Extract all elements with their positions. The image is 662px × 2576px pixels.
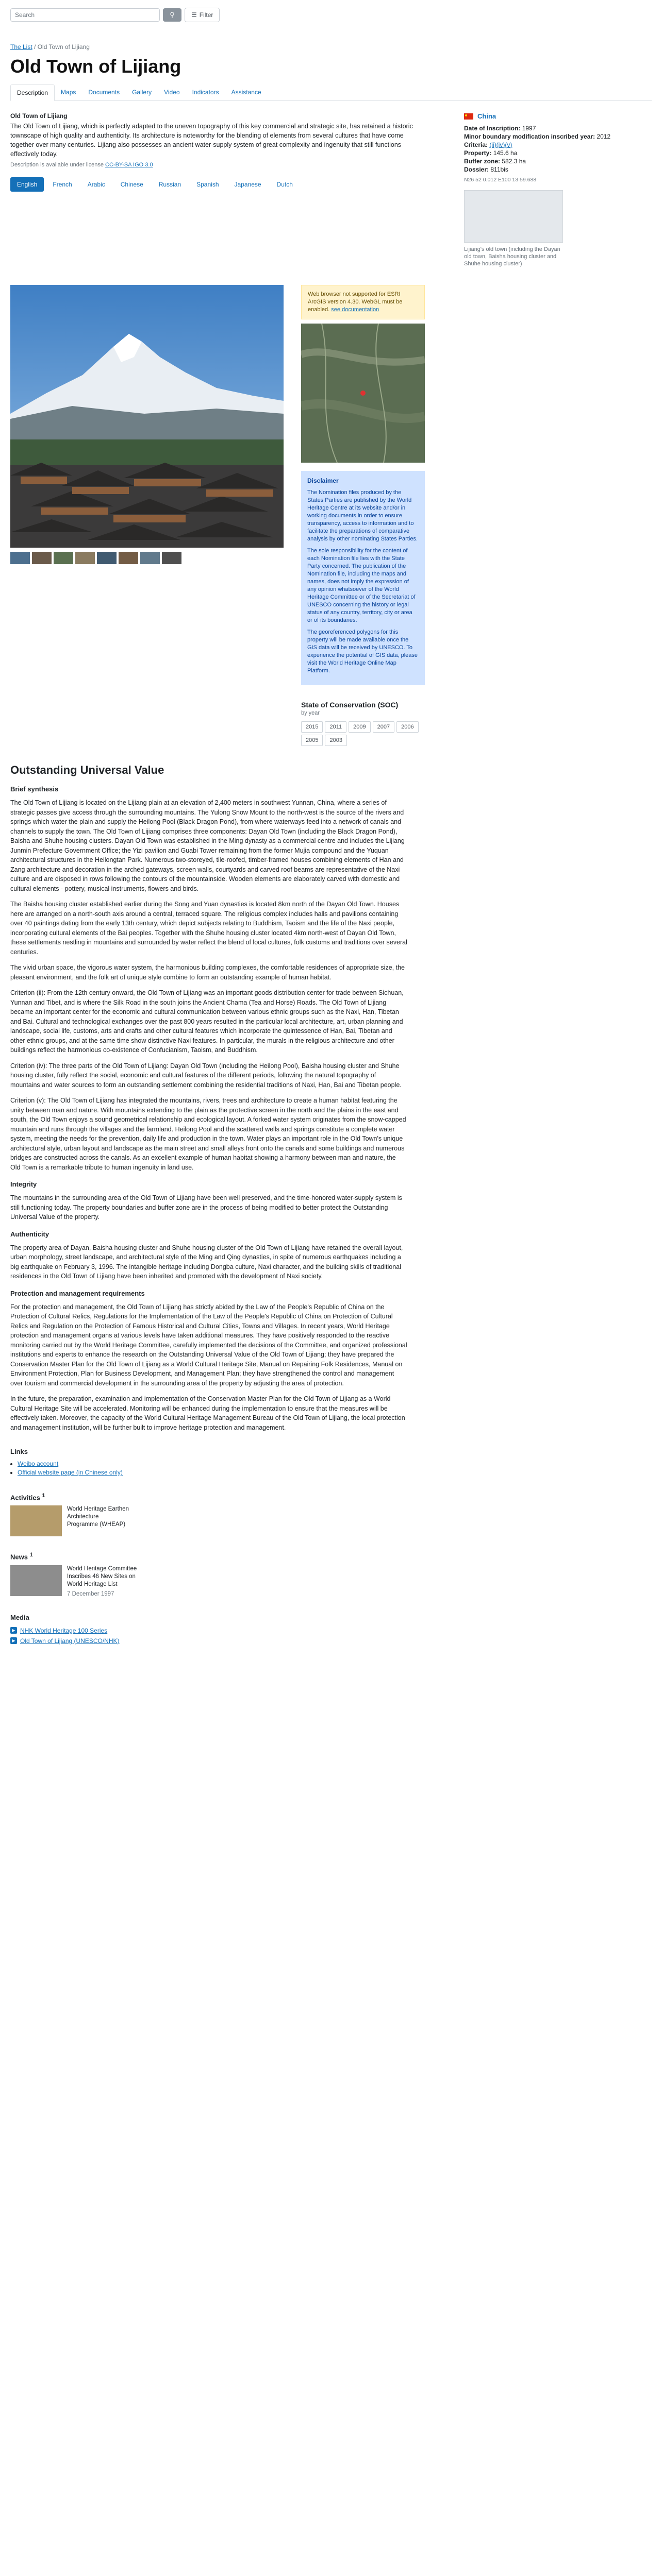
notice-link[interactable]: see documentation: [331, 307, 379, 313]
soc-subtitle: by year: [301, 710, 320, 716]
protection-text: In the future, the preparation, examination and implementation of the Conservation Master Plan for the Old Town of Lijiang as a World Cultural Heritage Site will be accelerated. Monitoring will be enhanced during the implementation to ensure that the measures will be effectively taken. Moreover, the capacity of the World Cultural Heritage Management Bureau of the Old Town of Lijiang, the local protection and management institution, will be further built to improve heritage protection and management.: [10, 1395, 405, 1431]
intro-heading: Old Town of Lijiang: [10, 112, 68, 120]
news-date: 7 December 1997: [67, 1590, 114, 1597]
play-icon: ▶: [10, 1637, 17, 1644]
integrity-title: Integrity: [10, 1180, 37, 1188]
tab-gallery[interactable]: Gallery: [132, 89, 152, 96]
breadcrumb-separator: /: [34, 43, 36, 50]
disclaimer-paragraph: The sole responsibility for the content of each Nomination file lies with the State Party concerned. The publication of the Nomination file, including the maps and names, does not imply the expression of any opinion whatsoever of the World Heritage Committee or of the Secretariat of UNESCO concerning the history or legal status of any country, territory, city or area or of its boundaries.: [307, 548, 416, 623]
ouv-paragraph: The vivid urban space, the vigorous water system, the harmonious building complexes, the comfortable residences of appropriate size, the pleasant environment, and the folk art of unique style combine to form an outstanding example of human habitat.: [10, 964, 405, 981]
lang-dutch[interactable]: Dutch: [276, 181, 293, 188]
old-town-lijiang-photo: [10, 285, 284, 548]
thumbnail[interactable]: [97, 552, 117, 564]
fact-dossier: Dossier: 811bis: [464, 166, 508, 173]
fact-property: Property: 145.6 ha: [464, 149, 518, 157]
tab-indicators[interactable]: Indicators: [192, 89, 219, 96]
links-list: [10, 1460, 652, 1477]
thumbnail-strip: [10, 552, 284, 564]
property-map[interactable]: [301, 324, 425, 463]
criterion-iv: Criterion (iv): The three parts of the Old Town of Lijiang: Dayan Old Town (including the Heilong Pool), Baisha housing cluster and Shuhe housing cluster, fully reflect the social, economic and cultural features of the different periods, following the natural topography of mountains and water sources to form an outstanding settlement combining the residential traditions of Naxi, Han, Bai and Tibetan people.: [10, 1062, 402, 1089]
news-headline: World Heritage Committee Inscribes 46 New Sites on World Heritage List: [67, 1565, 137, 1587]
integrity-text: The mountains in the surrounding area of the Old Town of Lijiang have been well preserved, and the time-honored water-supply system is still functioning today. The property boundaries and buffer zone are in the process of being modified to better protect the Outstanding Universal Value of the property.: [10, 1194, 402, 1221]
news-item[interactable]: [10, 1565, 652, 1598]
china-flag-icon: [464, 113, 473, 120]
news-count: 1: [29, 1552, 33, 1558]
media-title: Media: [10, 1613, 29, 1621]
criteria-link[interactable]: (ii)(iv)(v): [489, 141, 512, 148]
main-photo[interactable]: [10, 285, 284, 548]
tab-video[interactable]: Video: [164, 89, 180, 96]
filter-icon: ☰: [191, 11, 197, 19]
intro-text: The Old Town of Lijiang, which is perfectly adapted to the uneven topography of this key commercial and strategic site, has retained a historic townscape of high quality and authenticity. Its architecture is noteworthy for the blending of elements from several cultures that have come together over many centuries. Lijiang also possesses an ancient water-supply system of great complexity and ingenuity that still functions effectively today.: [10, 123, 413, 158]
license-note: [10, 162, 418, 168]
tab-bar: [10, 84, 652, 101]
soc-year[interactable]: 2015: [301, 721, 323, 733]
brief-synthesis-title: Brief synthesis: [10, 785, 59, 793]
thumbnail[interactable]: [119, 552, 138, 564]
disclaimer-paragraph: The Nomination files produced by the States Parties are published by the World Heritage Centre at its website and/or in working documents in order to ensure transparency, access to information and to facilitate the preparations of comparative analysis by other nominating States Parties.: [307, 489, 418, 542]
country-name: China: [477, 112, 496, 120]
lang-english[interactable]: English: [10, 177, 44, 192]
disclaimer-paragraph: The georeferenced polygons for this property will be made available once the GIS data will be received by UNESCO. To experience the potential of GIS data, please visit the World Heritage Online Map Platform.: [307, 629, 418, 674]
thumbnail[interactable]: [32, 552, 52, 564]
breadcrumb: [10, 43, 652, 50]
soc-years: [301, 721, 425, 746]
license-link[interactable]: CC-BY-SA IGO 3.0: [105, 162, 153, 168]
soc-year[interactable]: 2009: [349, 721, 370, 733]
activity-label: World Heritage Earthen Architecture Programme (WHEAP): [67, 1506, 129, 1528]
thumbnail[interactable]: [140, 552, 160, 564]
breadcrumb-item-list[interactable]: The List: [10, 43, 32, 50]
thumbnail[interactable]: [10, 552, 30, 564]
news-image: [10, 1565, 62, 1596]
lang-spanish[interactable]: Spanish: [196, 181, 219, 188]
search-icon: ⚲: [170, 11, 175, 19]
disclaimer-title: Disclaimer: [307, 477, 339, 484]
tab-documents[interactable]: Documents: [88, 89, 120, 96]
links-title: Links: [10, 1448, 28, 1455]
criterion-v: Criterion (v): The Old Town of Lijiang has integrated the mountains, rivers, trees and architecture to create a human habitat featuring the unity between man and nature. With mountains extending to the plain as the protective screen in the north and the plains in the east and south, the Old Town enjoys a sound geometrical relationship and ecological layout. A forked water system originates from the snow-capped mountain and runs through the villages and the farmland. Heilong Pool and the scattered wells and springs constitute a complete water system, meeting the needs for the prevention, daily life and production in the town. Water plays an important role in the Old Town's unique architectural style, urban layout and landscape as the main street and small alleys front onto the canals and some buildings and numerous bridges are constructed across the canals. As an excellent example of human habitat showing a harmony between man and nature, the Old Town is a remarkable tribute to human ingenuity in land use.: [10, 1097, 406, 1171]
media-link[interactable]: Old Town of Lijiang (UNESCO/NHK): [20, 1637, 120, 1645]
tab-maps[interactable]: Maps: [61, 89, 76, 96]
location-thumbnail[interactable]: [464, 190, 563, 243]
authenticity-title: Authenticity: [10, 1230, 49, 1238]
photo-gallery: [10, 285, 284, 746]
lang-russian[interactable]: Russian: [158, 181, 181, 188]
lang-chinese[interactable]: Chinese: [120, 181, 143, 188]
thumbnail[interactable]: [54, 552, 73, 564]
search-button[interactable]: [163, 8, 181, 22]
media-link[interactable]: NHK World Heritage 100 Series: [20, 1626, 108, 1634]
protection-title: Protection and management requirements: [10, 1289, 145, 1297]
lang-arabic[interactable]: Arabic: [87, 181, 105, 188]
lang-french[interactable]: French: [53, 181, 72, 188]
soc-year[interactable]: 2005: [301, 735, 323, 746]
criterion-ii: Criterion (ii): From the 12th century onward, the Old Town of Lijiang was an important goods distribution center for trade between Sichuan, Yunnan and Tibet, and is where the Silk Road in the south joins the Ancient Chama (Tea and Horse) Roads. The Old Town of Lijiang became an important center for the economic and cultural communication between various ethnic groups such as the Naxi, Han, Tibetan and Bai. Cultural and technological exchanges over the past 800 years resulted in the particular local architecture, art, urban planning and landscape, social life, customs, arts and crafts and other cultural features which incorporate the quintessence of Han, Bai, Tibetan and other ethnic groups, and at the same time show distinctive Naxi features. In particular, the murals in the religious architecture and other buildings reflect the harmonious co-existence of Confucianism, Taoism, and Buddhism.: [10, 989, 404, 1054]
ouv-paragraph: The Old Town of Lijiang is located on the Lijiang plain at an elevation of 2,400 meters in southwest Yunnan, China, where a series of strategic passes give access through the surrounding mountains. The Yulong Snow Mount to the north-west is the source of the rivers and springs which water the plain and supply the Heilong Pool (Black Dragon Pond), from where waterways feed into a network of canals and channels to supply the town. The Old Town of Lijiang comprises three components: Dayan Old Town (including the Black Dragon Pond), Baisha and Shuhe housing clusters. Dayan Old Town was established in the Ming dynasty as a commercial centre and includes the Lijiang Junmin Prefecture Government Office; the Yizi pavilion and Guabi Tower remaining from the former Mujia compound and the Yuquan architectural structures in the Heilongtan Park. Numerous two-storeyed, tile-roofed, timber-framed houses combining elements of Han and Zang architecture and decoration in the arched gateways, screen walls, courtyards and carved roof beams are representative of the Naxi culture and are disposed in rows following the contours of the mountainside. Wooden elements are elaborately carved with domestic and cultural elements - pottery, musical instruments, flowers and birds.: [10, 799, 405, 892]
soc-year[interactable]: 2011: [325, 721, 346, 733]
soc-year[interactable]: 2007: [373, 721, 394, 733]
soc-year[interactable]: 2006: [396, 721, 418, 733]
notice-text: Web browser not supported for ESRI ArcGIS version 4.30. WebGL must be enabled.: [308, 291, 403, 313]
ouv-title: Outstanding Universal Value: [10, 764, 164, 776]
license-prefix: Description is available under license: [10, 162, 106, 168]
language-switcher: [10, 177, 418, 192]
location-caption: Lijiang's old town (including the Dayan old town, Baisha housing cluster and Shuhe housing cluster): [464, 246, 560, 267]
ouv-paragraph: The Baisha housing cluster established earlier during the Song and Yuan dynasties is located 8km north of the Dayan Old Town. Houses here are arranged on a north-south axis around a central, terraced square. The religious complex includes halls and pavilions containing over 40 paintings dating from the early 13th century, which depict subjects relating to Buddhism, Taoism and the life of the Naxi people, incorporating cultural elements of the Bai peoples. Together with the Shuhe housing cluster located 4km north-west of Dayan Old Town, these settlements nestling in mountains and surrounded by water reflect the blend of local cultures, folk customs and traditions over several centuries.: [10, 901, 407, 956]
lang-japanese[interactable]: Japanese: [234, 181, 261, 188]
country-link[interactable]: [464, 112, 619, 120]
browser-notice: [301, 285, 425, 319]
thumbnail[interactable]: [162, 552, 181, 564]
protection-text: For the protection and management, the Old Town of Lijiang has strictly abided by the Law of the People's Republic of China on the Protection of Cultural Relics, Regulations for the Implementation of the Law of the People's Republic of China on Protection of Cultural Relics and Regulation on the Protection of Famous Historical and Cultural Cities, Towns and Villages. In recent years, World Heritage protection and management organs at various levels have taken additional measures. They have positively responded to the reactive monitoring carried out by the World Heritage Committee, carefully implemented the decisions of the Committee, and organized professional institutions and experts to enhance the research on the Outstanding Universal Value of the Old Town of Lijiang; they have prepared the Conservation Master Plan for the Old Town of Lijiang as a World Cultural Heritage Site, Manual on Repairing Folk Residences, Manual on Environment Protection, Plan for Business Development, and Management Plan; they have strengthened the control and management over tourism and commercial development in the surrounding area of the property by adjusting the area of protection.: [10, 1303, 407, 1387]
activity-image: [10, 1505, 62, 1536]
search-bar: [10, 0, 652, 25]
media-item[interactable]: [10, 1636, 652, 1646]
property-facts: [464, 112, 619, 267]
authenticity-text: The property area of Dayan, Baisha housing cluster and Shuhe housing cluster of the Old Town of Lijiang have retained the overall layout, urban morphology, street landscape, and architectural style of the Ming and Qing dynasties, in spite of numerous earthquakes including a big earthquake on February 3, 1996. The intangible heritage including Dongba culture, Naxi character, and the building skills of traditional residences in the Old Town of Lijiang have been inherited and promoted with the development of Naxi society.: [10, 1244, 403, 1280]
fact-buffer: Buffer zone: 582.3 ha: [464, 158, 526, 165]
media-item[interactable]: [10, 1625, 652, 1636]
play-icon: ▶: [10, 1627, 17, 1634]
fact-inscription: Date of Inscription: 1997: [464, 125, 536, 132]
link-weibo[interactable]: Weibo account: [18, 1460, 59, 1467]
soc-title: State of Conservation (SOC): [301, 701, 399, 709]
breadcrumb-item-current: Old Town of Lijiang: [37, 43, 90, 50]
soc-year[interactable]: 2003: [325, 735, 346, 746]
intro-section: [10, 112, 652, 267]
filter-label: Filter: [199, 11, 213, 19]
fact-criteria: Criteria: (ii)(iv)(v): [464, 141, 512, 148]
filter-button[interactable]: [185, 8, 220, 22]
news-title: News $^1$: [10, 1552, 33, 1561]
link-official-website[interactable]: Official website page (in Chinese only): [18, 1469, 123, 1476]
page-title: Old Town of Lijiang: [10, 56, 181, 77]
fact-coordinates: N26 52 0.012 E100 13 59.688: [464, 177, 537, 183]
disclaimer-box: [301, 471, 425, 685]
satellite-map: [301, 324, 425, 463]
tab-assistance[interactable]: Assistance: [231, 89, 261, 96]
activities-title: Activities $^1$: [10, 1493, 45, 1502]
thumbnail[interactable]: [75, 552, 95, 564]
fact-boundary: Minor boundary modification inscribed year: 2012: [464, 133, 611, 140]
search-input[interactable]: Search: [10, 8, 160, 22]
activity-item[interactable]: [10, 1505, 652, 1536]
activities-count: 1: [42, 1493, 45, 1499]
tab-description[interactable]: Description: [10, 84, 55, 101]
